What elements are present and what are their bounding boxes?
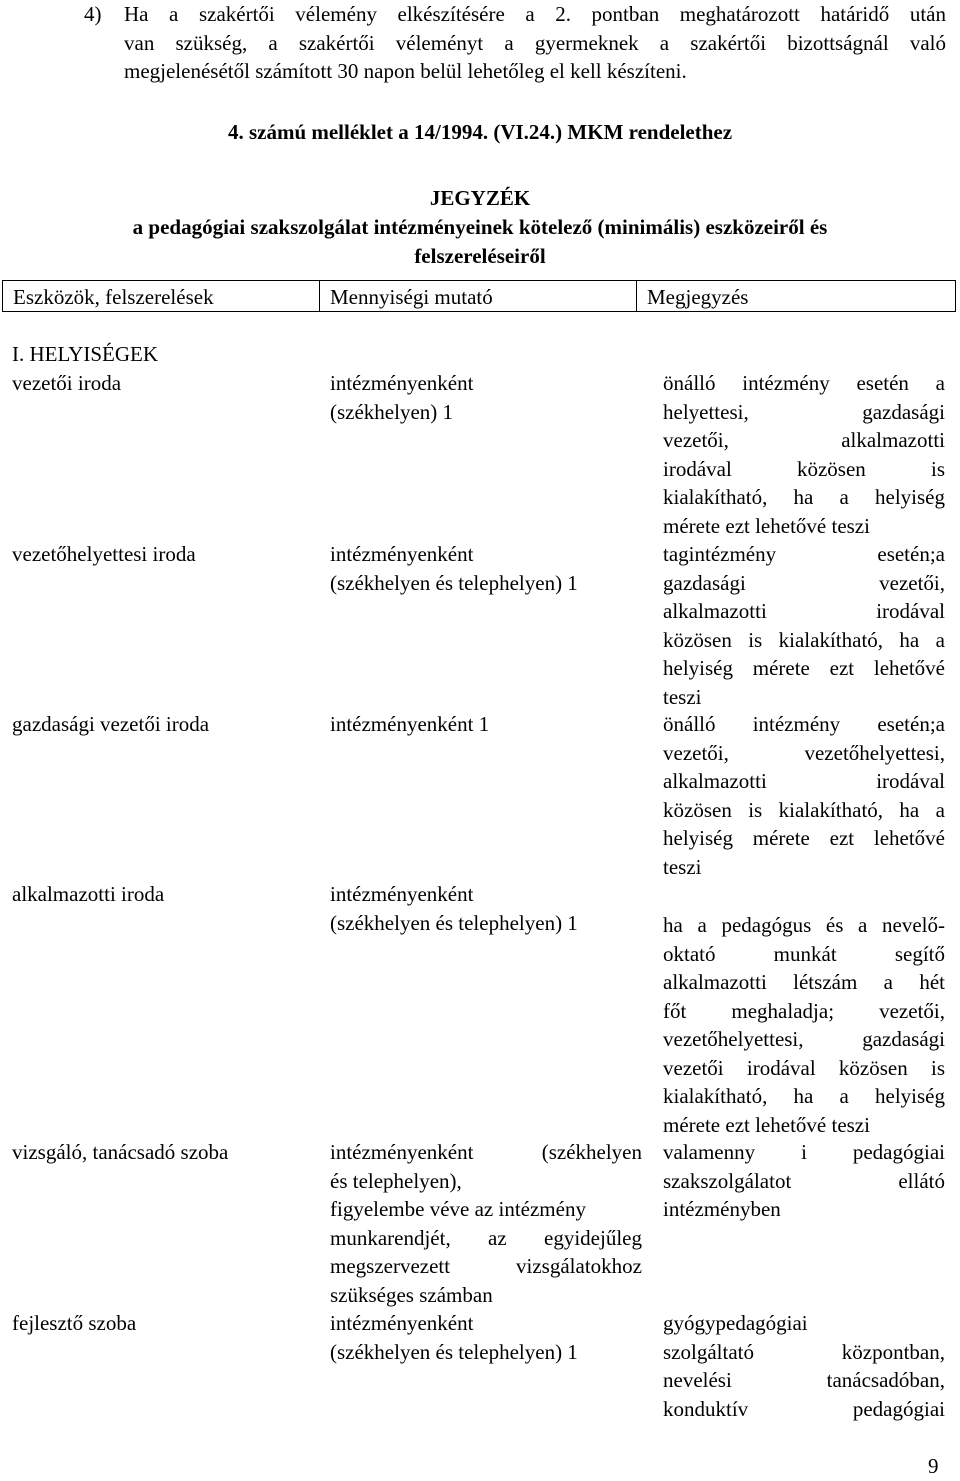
note-line: alkalmazotti létszám a hét — [663, 970, 945, 994]
header-cell-mennyiseg: Mennyiségi mutató — [320, 281, 637, 311]
row-quantity — [330, 1138, 642, 1309]
note-line: gyógypedagógiai — [663, 1311, 808, 1335]
note-line: szolgáltató központban, — [663, 1339, 945, 1364]
note-line: teszi — [663, 684, 702, 709]
row-quantity — [330, 540, 642, 597]
row-name: alkalmazotti iroda — [12, 882, 165, 906]
note-line: irodával közösen is — [663, 456, 945, 481]
note-line: vezetői, vezetőhelyettesi, — [663, 740, 945, 765]
row-note — [663, 710, 945, 881]
table-header — [2, 280, 956, 312]
row-quantity — [330, 710, 642, 739]
row-quantity — [330, 1309, 642, 1366]
note-line: vezetőhelyettesi, gazdasági — [663, 1027, 945, 1051]
row-name: vizsgáló, tanácsadó szoba — [12, 1140, 229, 1164]
intro-line: Ha a szakértői vélemény elkészítésére a 2. pontban meghatározott határidő után — [124, 2, 946, 26]
intro-number: 4) — [84, 2, 102, 26]
quantity-line: (székhelyen) 1 — [330, 399, 454, 424]
page-number: 9 — [928, 1454, 939, 1478]
quantity-line: megszervezett vizsgálatokhoz — [330, 1254, 642, 1278]
note-line: mérete ezt lehetővé teszi — [663, 513, 870, 538]
row-note — [663, 540, 945, 711]
note-line: önálló intézmény esetén;a — [663, 712, 945, 736]
header-cell-megjegyzes: Megjegyzés — [647, 285, 749, 309]
quantity-line: intézményenként — [330, 542, 474, 566]
note-line: teszi — [663, 854, 702, 879]
note-line: valamenny i pedagógiai — [663, 1140, 945, 1164]
quantity-line: (székhelyen és telephelyen) 1 — [330, 1339, 578, 1364]
note-line: önálló intézmény esetén a — [663, 371, 945, 395]
row-note — [663, 1138, 945, 1224]
row-note — [663, 369, 945, 540]
note-line: intézményben — [663, 1197, 781, 1221]
note-line: alkalmazotti irodával — [663, 599, 945, 623]
note-line: helyettesi, gazdasági — [663, 399, 945, 424]
jegyzek-subtitle-line: felszereléseiről — [414, 243, 546, 268]
note-line: tagintézmény esetén;a — [663, 542, 945, 566]
note-line: nevelési tanácsadóban, — [663, 1368, 945, 1392]
note-line: helyiség mérete ezt lehetővé — [663, 656, 945, 680]
header-cell-eszkozok: Eszközök, felszerelések — [3, 281, 320, 311]
quantity-line: szükséges számban — [330, 1282, 493, 1307]
note-line: vezetői, alkalmazotti — [663, 428, 945, 452]
jegyzek-subtitle — [0, 213, 960, 270]
note-line: kialakítható, ha a helyiség — [663, 1084, 945, 1108]
row-name: vezetői iroda — [12, 371, 122, 395]
quantity-line: intézményenként — [330, 371, 474, 395]
note-line: közösen is kialakítható, ha a — [663, 627, 945, 652]
note-line: szakszolgálatot ellátó — [663, 1168, 945, 1193]
intro-line: megjelenésétől számított 30 napon belül lehetőleg el kell készíteni. — [124, 59, 687, 83]
note-line: közösen is kialakítható, ha a — [663, 797, 945, 822]
quantity-line: és telephelyen), — [330, 1168, 462, 1193]
jegyzek-subtitle-line: a pedagógiai szakszolgálat intézményeinek kötelező (minimális) eszközeiről és — [132, 215, 828, 239]
note-line: kialakítható, ha a helyiség — [663, 485, 945, 509]
note-line: oktató munkát segítő — [663, 941, 945, 966]
row-note — [663, 1309, 945, 1423]
quantity-line: (székhelyen és telephelyen) 1 — [330, 910, 578, 935]
note-line: konduktív pedagógiai — [663, 1396, 945, 1421]
row-quantity — [330, 880, 642, 937]
row-name: vezetőhelyettesi iroda — [12, 542, 196, 566]
section-title: I. HELYISÉGEK — [12, 342, 159, 366]
note-line: ha a pedagógus és a nevelő- — [663, 913, 945, 937]
row-note — [663, 911, 945, 1139]
quantity-line: intézményenként — [330, 1311, 474, 1335]
jegyzek-title: JEGYZÉK — [429, 186, 531, 210]
note-line: helyiség mérete ezt lehetővé — [663, 826, 945, 850]
note-line: főt meghaladja; vezetői, — [663, 998, 945, 1023]
row-name: fejlesztő szoba — [12, 1311, 137, 1335]
quantity-line: munkarendjét, az egyidejűleg — [330, 1225, 642, 1250]
note-line: mérete ezt lehetővé teszi — [663, 1112, 870, 1137]
quantity-line: intézményenként 1 — [330, 712, 490, 736]
quantity-line: intézményenként — [330, 882, 474, 906]
annex-title: 4. számú melléklet a 14/1994. (VI.24.) MKM rendelethez — [227, 120, 733, 144]
row-quantity — [330, 369, 642, 426]
note-line: alkalmazotti irodával — [663, 769, 945, 793]
quantity-line: (székhelyen és telephelyen) 1 — [330, 570, 578, 595]
row-name: gazdasági vezetői iroda — [12, 712, 210, 736]
intro-line: van szükség, a szakértői véleményt a gyermeknek a szakértői bizottságnál való — [124, 30, 946, 55]
note-line: gazdasági vezetői, — [663, 570, 945, 595]
quantity-line: figyelembe véve az intézmény — [330, 1197, 586, 1221]
quantity-line: intézményenként (székhelyen — [330, 1140, 642, 1164]
intro-paragraph — [84, 0, 946, 86]
note-line: vezetői irodával közösen is — [663, 1055, 945, 1080]
